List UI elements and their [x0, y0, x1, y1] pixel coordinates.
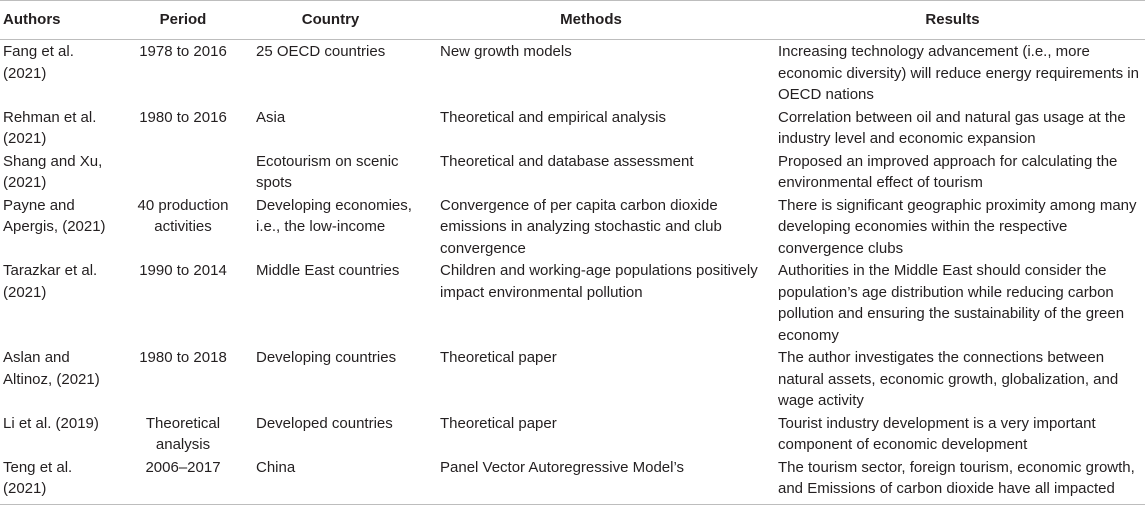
cell-results-line: environmental effect of tourism — [778, 174, 983, 191]
cell-period-line: analysis — [155, 436, 211, 453]
header-country: Country — [239, 1, 422, 40]
cell-authors-line: Li et al. (2019) — [3, 414, 99, 432]
cell-results-line: natural assets, economic growth, globalization, and — [778, 370, 1119, 388]
cell-authors-line: Rehman et al. — [3, 108, 97, 126]
cell-methods — [422, 259, 760, 346]
cell-country — [239, 456, 422, 505]
table-body — [0, 40, 1145, 505]
cell-period-line: 40 production — [137, 196, 229, 214]
cell-period — [127, 106, 239, 150]
cell-results — [760, 456, 1145, 505]
cell-country-line: Developed countries — [256, 414, 393, 432]
cell-authors — [0, 456, 127, 505]
cell-country — [239, 412, 422, 456]
cell-period — [127, 456, 239, 505]
cell-period-line: 2006–2017 — [145, 458, 221, 476]
header-period: Period — [127, 1, 239, 40]
table-row — [0, 106, 1145, 150]
table-row — [0, 194, 1145, 260]
cell-country — [239, 40, 422, 106]
cell-results-line: Tourist industry development is a very important — [778, 414, 1096, 432]
cell-methods-line: Theoretical and empirical analysis — [440, 108, 666, 126]
cell-methods — [422, 346, 760, 412]
cell-results — [760, 259, 1145, 346]
cell-period — [127, 194, 239, 260]
cell-results-line: economy — [778, 326, 839, 344]
cell-methods-line: Convergence of per capita carbon dioxide — [440, 196, 718, 214]
cell-authors-line: Aslan and — [3, 349, 70, 366]
cell-results-line: component of economic development — [778, 436, 1028, 453]
header-methods: Methods — [422, 1, 760, 40]
cell-results-line: The tourism sector, foreign tourism, economic growth, — [778, 458, 1135, 476]
cell-authors-line: (2021) — [3, 283, 47, 301]
cell-authors-line: Tarazkar et al. — [3, 262, 98, 279]
cell-period-line: activities — [154, 218, 212, 235]
header-results: Results — [760, 1, 1145, 40]
cell-country-line: Developing economies, — [256, 196, 412, 214]
table-row — [0, 412, 1145, 456]
cell-period — [127, 259, 239, 346]
cell-results-line: and Emissions of carbon dioxide have all impacted — [778, 480, 1115, 497]
cell-results — [760, 40, 1145, 106]
cell-country-line: 25 OECD countries — [256, 43, 386, 60]
cell-methods — [422, 194, 760, 260]
cell-country-line: China — [256, 458, 296, 476]
cell-methods-line: impact environmental pollution — [440, 283, 643, 301]
cell-authors-line: (2021) — [3, 480, 47, 497]
cell-period-line: Theoretical — [145, 414, 221, 432]
cell-results — [760, 150, 1145, 194]
cell-authors — [0, 106, 127, 150]
cell-results-line: The author investigates the connections between — [778, 349, 1105, 366]
cell-methods — [422, 106, 760, 150]
cell-methods — [422, 412, 760, 456]
cell-period — [127, 346, 239, 412]
cell-results-line: pollution and ensuring the sustainability of the green — [778, 305, 1125, 322]
cell-methods-line: emissions in analyzing stochastic and club — [440, 218, 722, 235]
cell-results-line: OECD nations — [778, 86, 874, 103]
cell-results-line: Correlation between oil and natural gas usage at the — [778, 108, 1126, 126]
table-row — [0, 150, 1145, 194]
cell-authors-line: (2021) — [3, 130, 47, 147]
cell-period-line: 1980 to 2016 — [139, 108, 227, 126]
cell-methods-line: Theoretical paper — [440, 349, 557, 366]
cell-methods-line: Theoretical and database assessment — [440, 152, 694, 170]
cell-methods — [422, 150, 760, 194]
cell-authors-line: Teng et al. — [3, 458, 73, 476]
cell-results — [760, 346, 1145, 412]
cell-country — [239, 194, 422, 260]
cell-authors — [0, 346, 127, 412]
cell-authors-line: Payne and — [3, 196, 75, 214]
cell-results-line: Authorities in the Middle East should consider the — [778, 262, 1107, 279]
cell-results — [760, 412, 1145, 456]
cell-results-line: wage activity — [778, 392, 864, 409]
table-row — [0, 40, 1145, 106]
table-row — [0, 259, 1145, 346]
header-row — [0, 1, 1145, 40]
cell-authors-line: Fang et al. — [3, 43, 74, 60]
cell-period-line: 1978 to 2016 — [139, 43, 227, 60]
cell-methods-line: convergence — [440, 239, 526, 257]
cell-period — [127, 412, 239, 456]
cell-country — [239, 106, 422, 150]
cell-results-line: industry level and economic expansion — [778, 130, 1036, 147]
cell-results-line: Proposed an improved approach for calculating the — [778, 152, 1118, 170]
cell-results-line: convergence clubs — [778, 239, 904, 257]
cell-country — [239, 150, 422, 194]
cell-period — [127, 150, 239, 194]
cell-country-line: Middle East countries — [256, 262, 400, 279]
cell-authors-line: Apergis, (2021) — [3, 218, 106, 235]
table-row — [0, 456, 1145, 505]
cell-methods-line: Panel Vector Autoregressive Model’s — [440, 458, 685, 476]
cell-methods — [422, 456, 760, 505]
cell-authors-line: Shang and Xu, — [3, 152, 103, 170]
cell-country-line: i.e., the low-income — [256, 218, 386, 235]
cell-results-line: developing economies within the respective — [778, 218, 1068, 235]
cell-country — [239, 346, 422, 412]
cell-methods — [422, 40, 760, 106]
cell-results-line: Increasing technology advancement (i.e., more — [778, 43, 1090, 60]
cell-authors — [0, 259, 127, 346]
cell-results-line: economic diversity) will reduce energy requirements in — [778, 64, 1139, 82]
cell-results-line: population’s age distribution while reducing carbon — [778, 283, 1114, 301]
cell-country-line: Asia — [256, 108, 286, 126]
cell-results — [760, 106, 1145, 150]
cell-authors — [0, 40, 127, 106]
cell-authors — [0, 412, 127, 456]
cell-country-line: Developing countries — [256, 349, 397, 366]
cell-methods-line: New growth models — [440, 43, 572, 60]
cell-country-line: Ecotourism on scenic — [256, 152, 399, 170]
cell-authors-line: (2021) — [3, 64, 47, 82]
cell-period — [127, 40, 239, 106]
table-row — [0, 346, 1145, 412]
cell-methods-line: Theoretical paper — [440, 414, 557, 432]
cell-period-line: 1990 to 2014 — [139, 262, 227, 279]
cell-authors — [0, 150, 127, 194]
header-authors: Authors — [0, 1, 127, 40]
cell-authors-line: Altinoz, (2021) — [3, 370, 100, 388]
cell-period-line: 1980 to 2018 — [139, 349, 227, 366]
cell-country — [239, 259, 422, 346]
cell-authors — [0, 194, 127, 260]
cell-country-line: spots — [256, 174, 292, 191]
table-header — [0, 1, 1145, 40]
cell-results — [760, 194, 1145, 260]
cell-results-line: There is significant geographic proximity among many — [778, 196, 1137, 214]
cell-methods-line: Children and working-age populations positively — [440, 262, 758, 279]
cell-authors-line: (2021) — [3, 174, 47, 191]
